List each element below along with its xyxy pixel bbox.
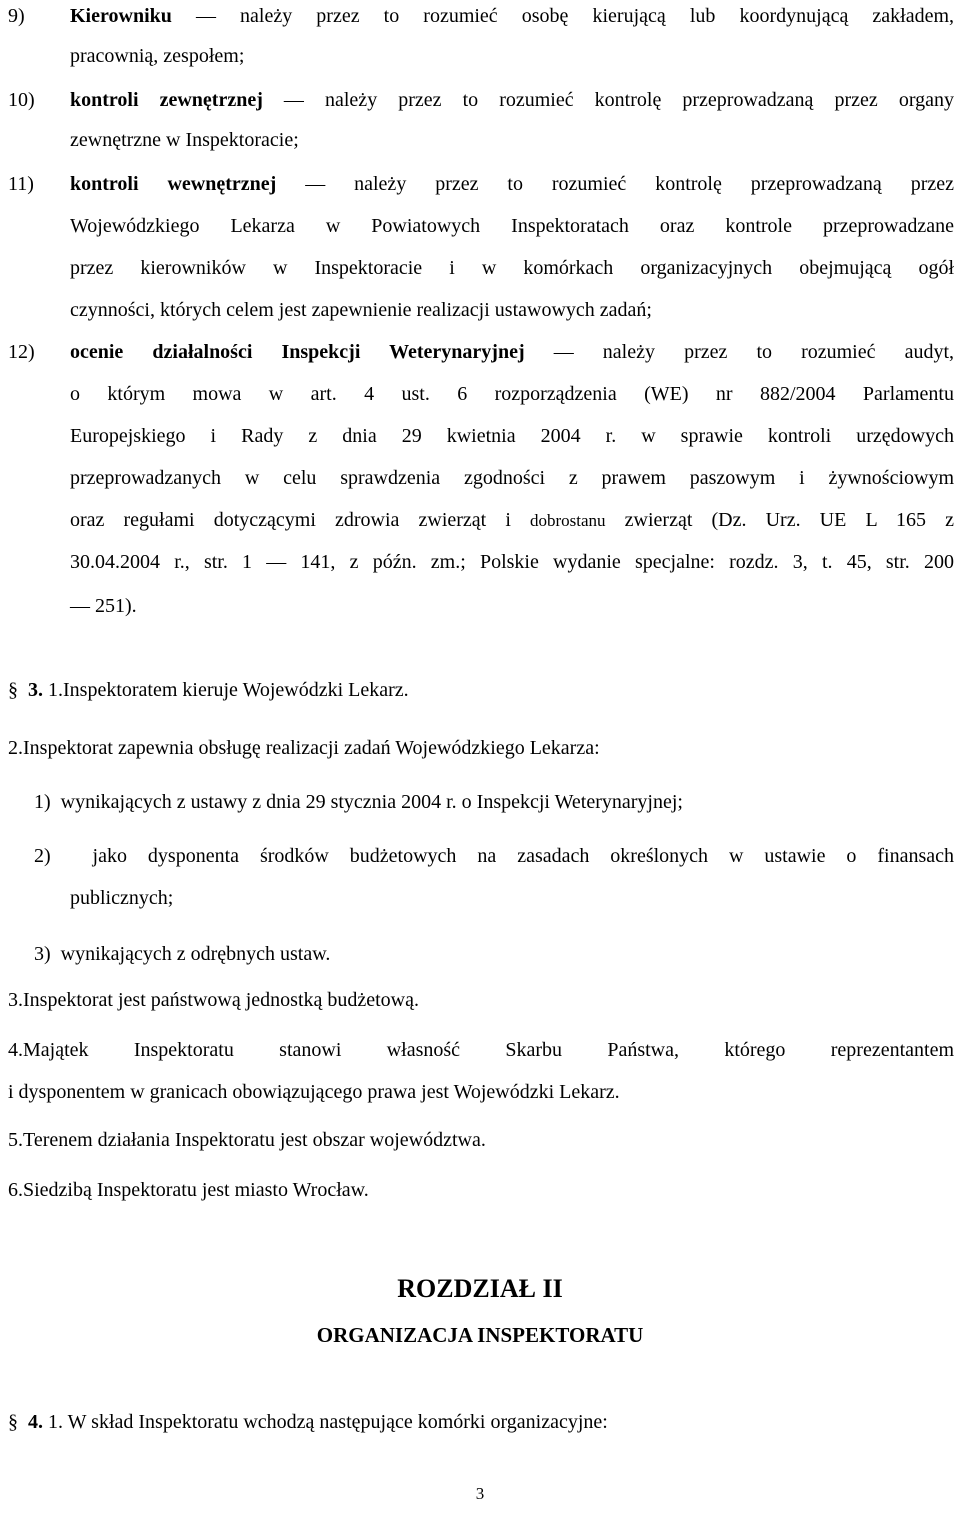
item-9-number: 9) (8, 5, 25, 27)
page-number: 3 (475, 1484, 485, 1503)
section-4-point-1: 1. W skład Inspektoratu wchodzą następujące komórki organizacyjne: (48, 1411, 608, 1433)
item-11-line-1: kontroli wewnętrznej — należy przez to rozumieć kontrolę przeprowadzaną przez (70, 173, 955, 195)
section-sign: § (8, 1411, 18, 1433)
item-12-line-7: — 251). (70, 595, 137, 617)
section-3-point-4-line-1: 4.Majątek Inspektoratu stanowi własność Skarbu Państwa, którego reprezentantem (8, 1039, 954, 1061)
section-3-point-2-sub-3: 3) wynikających z odrębnych ustaw. (34, 943, 331, 965)
section-3-point-2-sub-1: 1) wynikających z ustawy z dnia 29 stycznia 2004 r. o Inspekcji Weterynaryjnej; (34, 791, 683, 813)
item-12-line-1: ocenie działalności Inspekcji Weterynaryjnej — należy przez to rozumieć audyt, (70, 341, 955, 363)
item-9-line-1: Kierowniku — należy przez to rozumieć osobę kierującą lub koordynującą zakładem, (70, 5, 955, 27)
section-4-heading (8, 1410, 608, 1434)
chapter-subtitle: ORGANIZACJA INSPEKTORATU (316, 1323, 644, 1347)
section-3-point-2: 2.Inspektorat zapewnia obsługę realizacji zadań Wojewódzkiego Lekarza: (8, 737, 600, 759)
item-11-number: 11) (8, 173, 34, 195)
section-4-number: 4. (28, 1411, 43, 1433)
item-12-line-4: przeprowadzanych w celu sprawdzenia zgodności z prawem paszowym i żywnościowym (70, 467, 954, 489)
section-3-heading (8, 678, 409, 702)
item-11-line-4: czynności, których celem jest zapewnienie realizacji ustawowych zadań; (70, 299, 652, 321)
item-12-line-2: o którym mowa w art. 4 ust. 6 rozporządzenia (WE) nr 882/2004 Parlamentu (70, 383, 954, 405)
item-12-number: 12) (8, 341, 35, 363)
item-12-line-5: oraz regułami dotyczącymi zdrowia zwierząt i dobrostanu zwierząt (Dz. Urz. UE L 165 z (70, 509, 955, 531)
section-3-point-3: 3.Inspektorat jest państwową jednostką budżetową. (8, 989, 420, 1011)
item-10-line-1: kontroli zewnętrznej — należy przez to rozumieć kontrolę przeprowadzaną przez organy (70, 89, 954, 111)
section-3-point-2-sub-2-line-1: 2) jako dysponenta środków budżetowych na zasadach określonych w ustawie o finansach (34, 845, 954, 867)
item-11-line-3: przez kierowników w Inspektoracie i w komórkach organizacyjnych obejmującą ogół (70, 257, 954, 279)
item-9-term: Kierowniku (70, 5, 172, 27)
item-12-term: ocenie działalności Inspekcji Weterynaryjnej (70, 341, 525, 363)
item-10-line-2: zewnętrzne w Inspektoracie; (70, 129, 299, 151)
item-10-term: kontroli zewnętrznej (70, 89, 263, 111)
item-12-small-word: dobrostanu (530, 511, 606, 530)
item-10-number: 10) (8, 89, 35, 111)
item-12-line-6: 30.04.2004 r., str. 1 — 141, z późn. zm.; Polskie wydanie specjalne: rozdz. 3, t. 45, str. 200 (70, 551, 954, 573)
item-9-line-2: pracownią, zespołem; (70, 45, 245, 67)
section-sign: § (8, 679, 18, 701)
section-3-point-1: 1.Inspektoratem kieruje Wojewódzki Lekarz. (48, 679, 409, 701)
item-11-term: kontroli wewnętrznej (70, 173, 277, 195)
section-3-number: 3. (28, 679, 43, 701)
section-3-point-6: 6.Siedzibą Inspektoratu jest miasto Wrocław. (8, 1179, 369, 1201)
section-3-point-2-sub-2-line-2: publicznych; (70, 887, 174, 909)
chapter-title: ROZDZIAŁ II (397, 1274, 563, 1303)
item-11-line-2: Wojewódzkiego Lekarza w Powiatowych Inspektoratach oraz kontrole przeprowadzane (70, 215, 954, 237)
section-3-point-5: 5.Terenem działania Inspektoratu jest obszar województwa. (8, 1129, 486, 1151)
section-3-point-4-line-2: i dysponentem w granicach obowiązującego prawa jest Wojewódzki Lekarz. (8, 1081, 620, 1103)
item-12-line-3: Europejskiego i Rady z dnia 29 kwietnia 2004 r. w sprawie kontroli urzędowych (70, 425, 954, 447)
